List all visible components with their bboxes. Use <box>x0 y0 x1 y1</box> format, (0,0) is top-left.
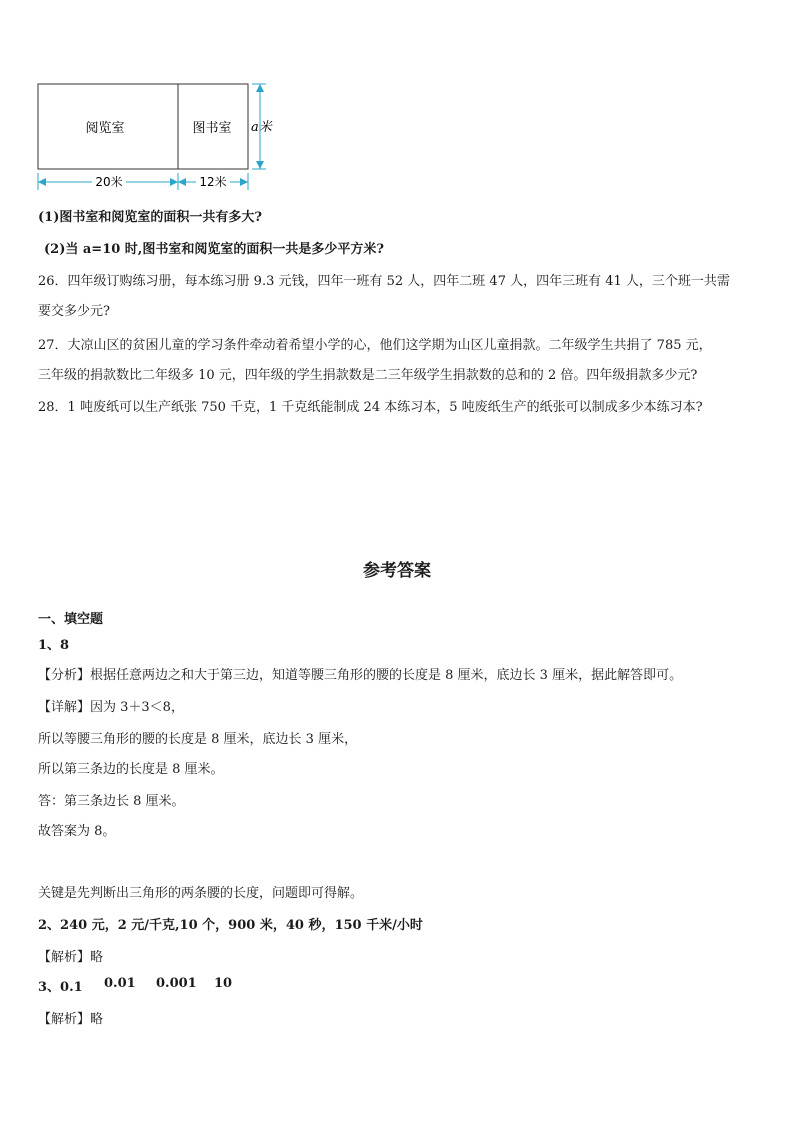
answer-2-note: 【解析】略 <box>38 950 104 965</box>
answer-3-value-2: 0.01 <box>104 976 136 991</box>
answer-1-line4: 故答案为 8。 <box>38 824 116 839</box>
answer-1-key: 关键是先判断出三角形的两条腰的长度，问题即可得解。 <box>38 886 364 901</box>
width-left-label: 20米 <box>95 175 123 189</box>
reading-room-label: 阅览室 <box>85 121 125 136</box>
answer-1-detail: 【详解】因为 3＋3＜8， <box>38 700 184 715</box>
question-26-line2: 要交多少元? <box>38 304 110 319</box>
width-right-arrow <box>240 178 248 186</box>
width-left-arrow <box>38 178 46 186</box>
question-26-line1: 26．四年级订购练习册，每本练习册 9.3 元钱，四年一班有 52 人，四年二班 47 人，四年三班有 41 人，三个班一共需 <box>38 274 730 289</box>
width-mid-arrow-right <box>178 178 186 186</box>
answers-title: 参考答案 <box>363 561 431 581</box>
width-mid-arrow-left <box>170 178 178 186</box>
width-right-label: 12米 <box>199 175 227 189</box>
height-arrow-down <box>256 161 264 169</box>
answer-3-value-4: 10 <box>214 976 233 991</box>
question-28: 28．1 吨废纸可以生产纸张 750 千克，1 千克纸能制成 24 本练习本，5 吨废纸生产的纸张可以制成多少本练习本? <box>38 400 703 415</box>
question-25-part1: (1)图书室和阅览室的面积一共有多大? <box>38 210 262 225</box>
answer-1-line2: 所以第三条边的长度是 8 厘米。 <box>38 762 224 777</box>
answer-1-line1: 所以等腰三角形的腰的长度是 8 厘米，底边长 3 厘米， <box>38 732 358 747</box>
answer-1: 1、8 <box>38 638 70 653</box>
height-label: a米 <box>251 120 272 135</box>
library-label: 图书室 <box>192 121 232 136</box>
room-diagram <box>30 78 280 196</box>
section-heading: 一、填空题 <box>38 612 104 627</box>
question-25-part2: (2)当 a=10 时,图书室和阅览室的面积一共是多少平方米? <box>44 242 384 257</box>
question-27-line2: 三年级的捐款数比二年级多 10 元，四年级的学生捐款数是二三年级学生捐款数的总和的 2 倍。四年级捐款多少元? <box>38 368 698 383</box>
answer-3-value-3: 0.001 <box>156 976 197 991</box>
answer-1-analysis: 【分析】根据任意两边之和大于第三边，知道等腰三角形的腰的长度是 8 厘米，底边长 3 厘米，据此解答即可。 <box>38 668 683 683</box>
answer-3-value-1: 3、0.1 <box>38 980 83 995</box>
answer-3-note: 【解析】略 <box>38 1012 104 1027</box>
answer-2: 2、240 元，2 元/千克,10 个，900 米，40 秒，150 千米/小时 <box>38 918 423 933</box>
question-27-line1: 27．大凉山区的贫困儿童的学习条件牵动着希望小学的心，他们这学期为山区儿童捐款。二年级学生共捐了 785 元， <box>38 338 712 353</box>
height-arrow-up <box>256 84 264 92</box>
answer-1-line3: 答：第三条边长 8 厘米。 <box>38 794 185 809</box>
